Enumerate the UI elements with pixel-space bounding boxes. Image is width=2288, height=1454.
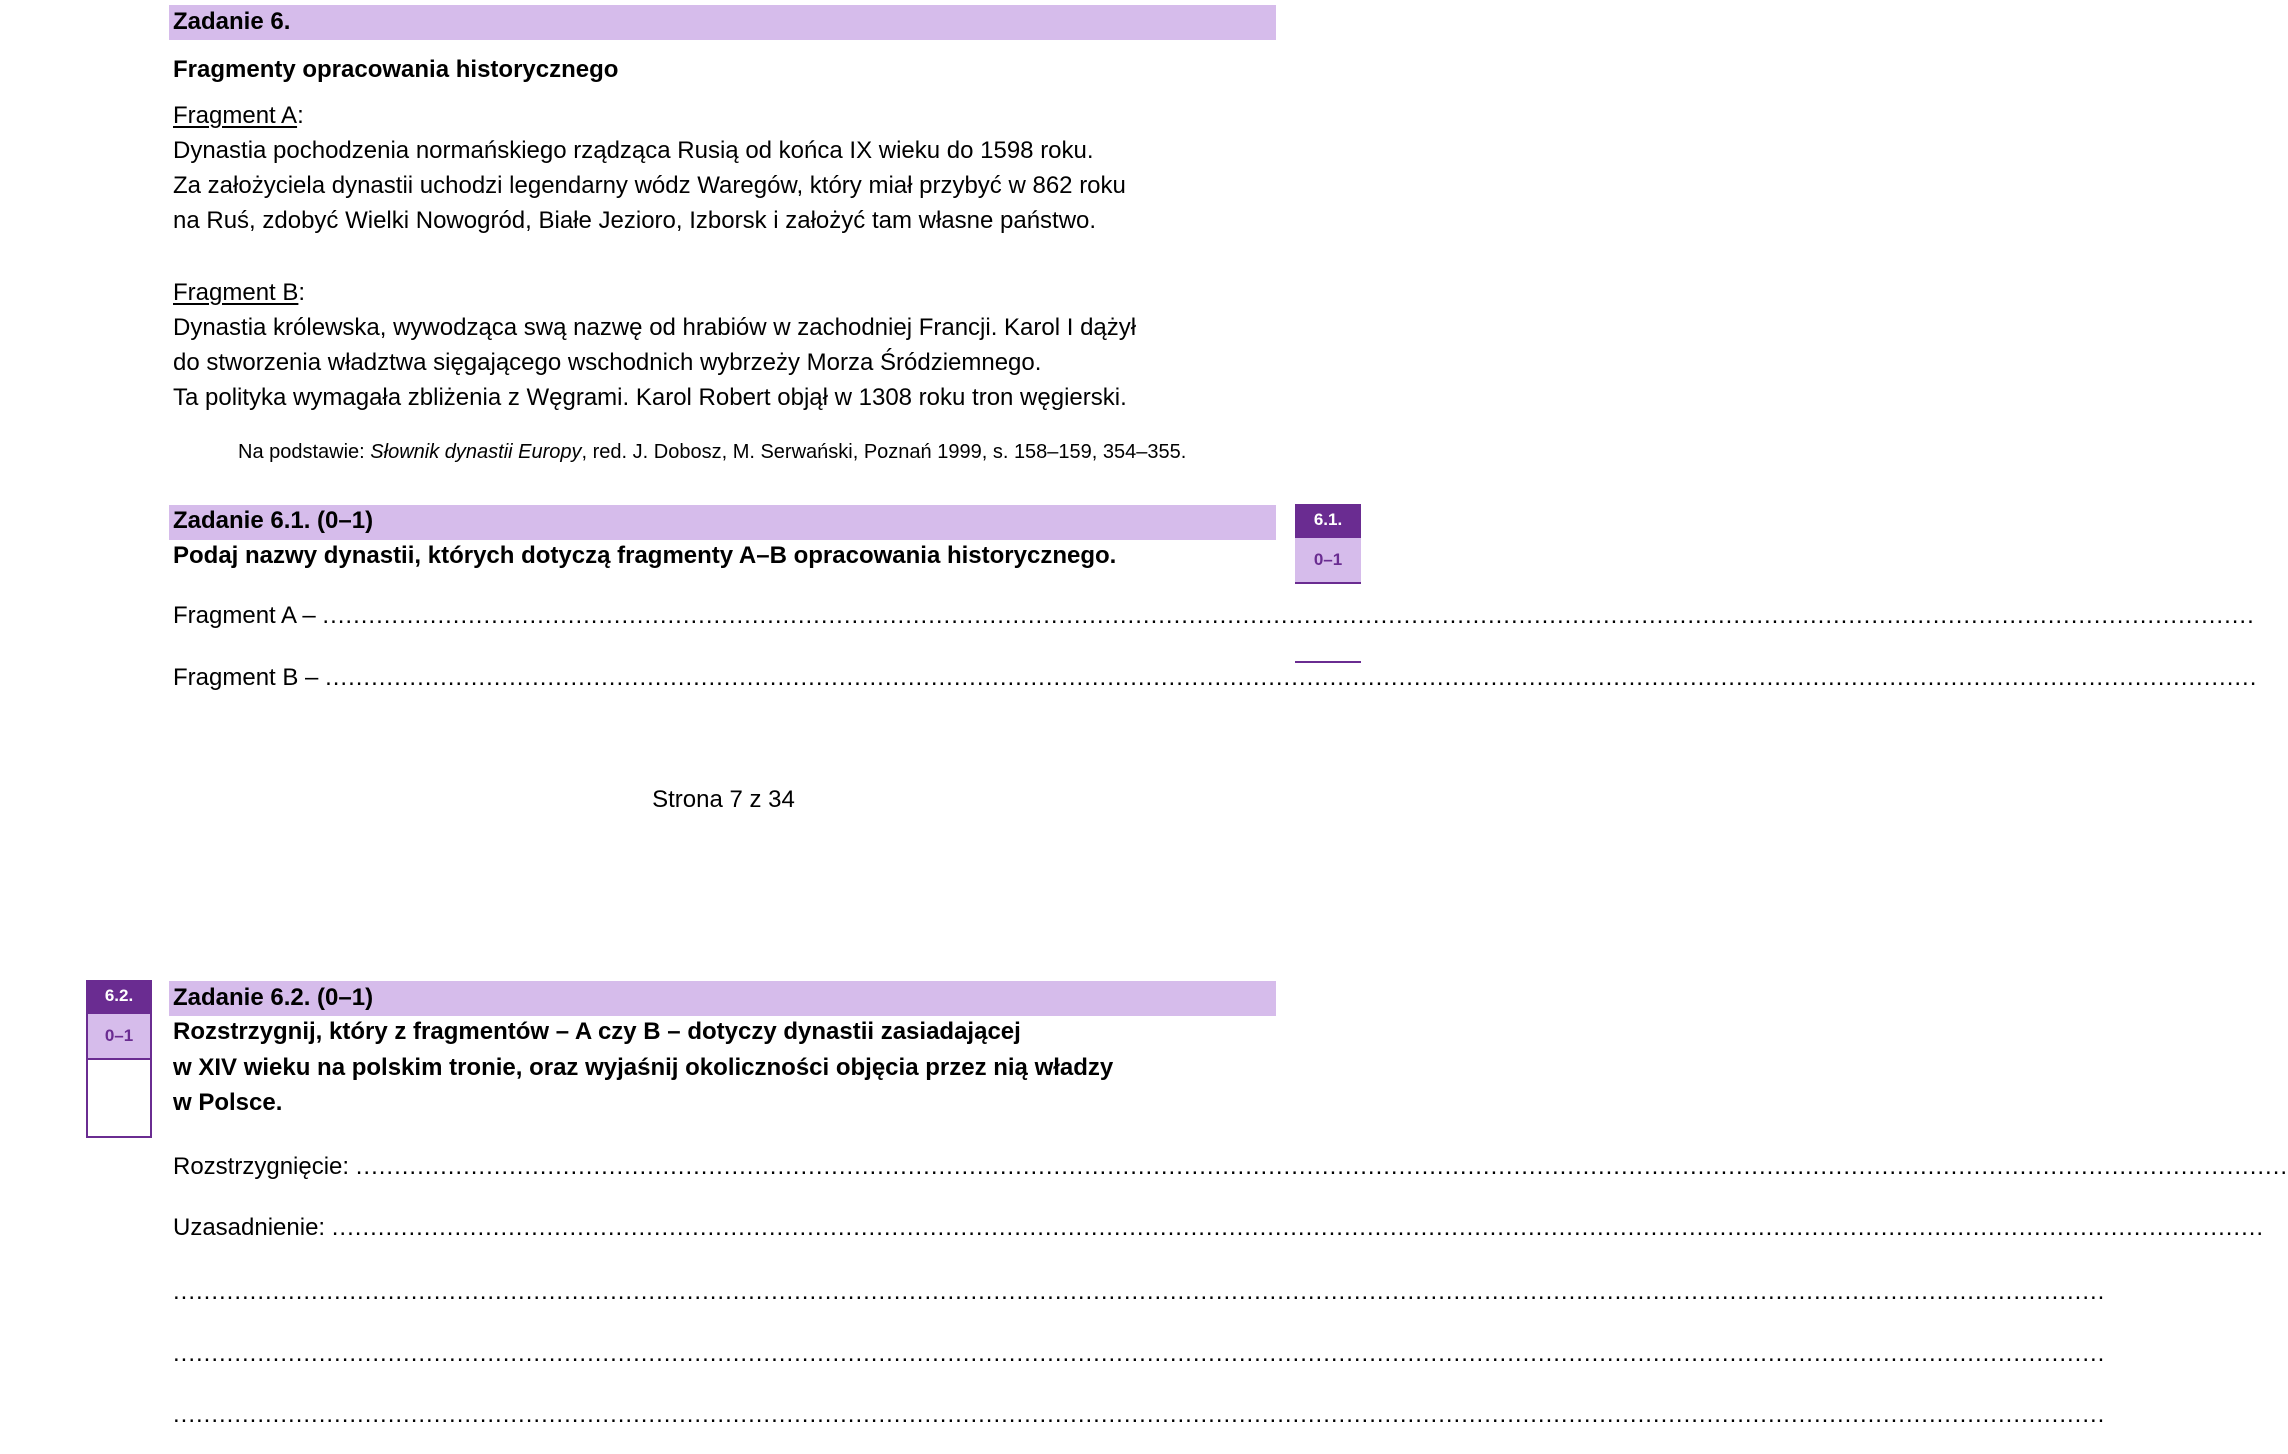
fragment-b-line-1: Dynastia królewska, wywodząca swą nazwę od hrabiów w zachodniej Francji. Karol I dążył <box>173 314 1137 341</box>
task-6-2-instruction-line-2: w XIV wieku na polskim tronie, oraz wyjaśnij okoliczności objęcia przez nią władzy <box>173 1054 1114 1081</box>
source-citation <box>238 441 1186 464</box>
answer-justification-dots[interactable]: ............................................................................................................................................................................................................................................................ <box>331 1214 2265 1241</box>
task-6-1-header: Zadanie 6.1. (0–1) <box>173 507 374 534</box>
fragment-b-line-3: Ta polityka wymagała zbliżenia z Węgrami. Karol Robert objął w 1308 roku tron węgierski. <box>173 384 1127 411</box>
fragment-b-label: Fragment B <box>173 279 299 306</box>
answer-justification-dots-3[interactable]: ............................................................................................................................................................................................................................................................ <box>173 1340 2106 1367</box>
answer-fragment-a-label: Fragment A – <box>173 602 323 629</box>
answer-justification-line-4[interactable] <box>173 1401 2106 1429</box>
fragment-a-label: Fragment A <box>173 102 298 129</box>
answer-justification-line-3[interactable] <box>173 1340 2106 1368</box>
score-number-6-2: 6.2. <box>86 980 152 1014</box>
score-box-6-1 <box>1295 504 1361 584</box>
fragment-b-heading: Fragment B: <box>173 279 306 306</box>
fragment-b-line-2: do stworzenia władztwa sięgającego wschodnich wybrzeży Morza Śródziemnego. <box>173 349 1042 376</box>
score-points-6-2: 0–1 <box>86 1014 152 1060</box>
answer-justification-dots-2[interactable]: ............................................................................................................................................................................................................................................................ <box>173 1278 2106 1305</box>
answer-fragment-b-label: Fragment B – <box>173 664 326 691</box>
fragment-a-line-2: Za założyciela dynastii uchodzi legendarny wódz Waregów, który miał przybyć w 862 roku <box>173 172 1126 199</box>
score-entry-box-6-2[interactable] <box>86 1060 152 1138</box>
source-prefix: Na podstawie: <box>238 441 371 463</box>
task-6-header-band <box>169 5 1276 40</box>
answer-justification[interactable] <box>173 1214 2265 1242</box>
source-title: Słownik dynastii Europy <box>370 441 582 463</box>
fragment-a-heading: Fragment A: <box>173 102 304 129</box>
task-6-1-instruction: Podaj nazwy dynastii, których dotyczą fragmenty A–B opracowania historycznego. <box>173 542 1117 569</box>
task-6-2-instruction-line-1: Rozstrzygnij, który z fragmentów – A czy B – dotyczy dynastii zasiadającej <box>173 1018 1021 1045</box>
score-entry-line-6-1 <box>1295 661 1361 663</box>
answer-resolution[interactable] <box>173 1153 2288 1181</box>
answer-fragment-a-dots[interactable]: ............................................................................................................................................................................................................................................................ <box>322 602 2255 629</box>
answer-justification-line-2[interactable] <box>173 1278 2106 1306</box>
score-number-6-1: 6.1. <box>1295 504 1361 538</box>
task-6-2-header: Zadanie 6.2. (0–1) <box>173 984 374 1011</box>
source-details: , red. J. Dobosz, M. Serwański, Poznań 1999, s. 158–159, 354–355. <box>581 441 1187 463</box>
answer-fragment-b[interactable] <box>173 664 2258 692</box>
task-6-title: Fragmenty opracowania historycznego <box>173 56 619 83</box>
answer-resolution-dots[interactable]: ............................................................................................................................................................................................................................................................ <box>355 1153 2288 1180</box>
score-points-6-1: 0–1 <box>1295 538 1361 584</box>
answer-justification-dots-4[interactable]: ............................................................................................................................................................................................................................................................ <box>173 1401 2106 1428</box>
page-number: Strona 7 z 34 <box>652 786 795 813</box>
task-6-2-instruction-line-3: w Polsce. <box>173 1089 283 1116</box>
score-box-6-2 <box>86 980 152 1138</box>
answer-justification-label: Uzasadnienie: <box>173 1214 332 1241</box>
answer-resolution-label: Rozstrzygnięcie: <box>173 1153 356 1180</box>
task-6-header: Zadanie 6. <box>173 8 291 35</box>
fragment-a-line-3: na Ruś, zdobyć Wielki Nowogród, Białe Jezioro, Izborsk i założyć tam własne państwo. <box>173 207 1097 234</box>
answer-fragment-b-dots[interactable]: ............................................................................................................................................................................................................................................................ <box>325 664 2258 691</box>
fragment-a-line-1: Dynastia pochodzenia normańskiego rządząca Rusią od końca IX wieku do 1598 roku. <box>173 137 1094 164</box>
answer-fragment-a[interactable] <box>173 602 2255 630</box>
